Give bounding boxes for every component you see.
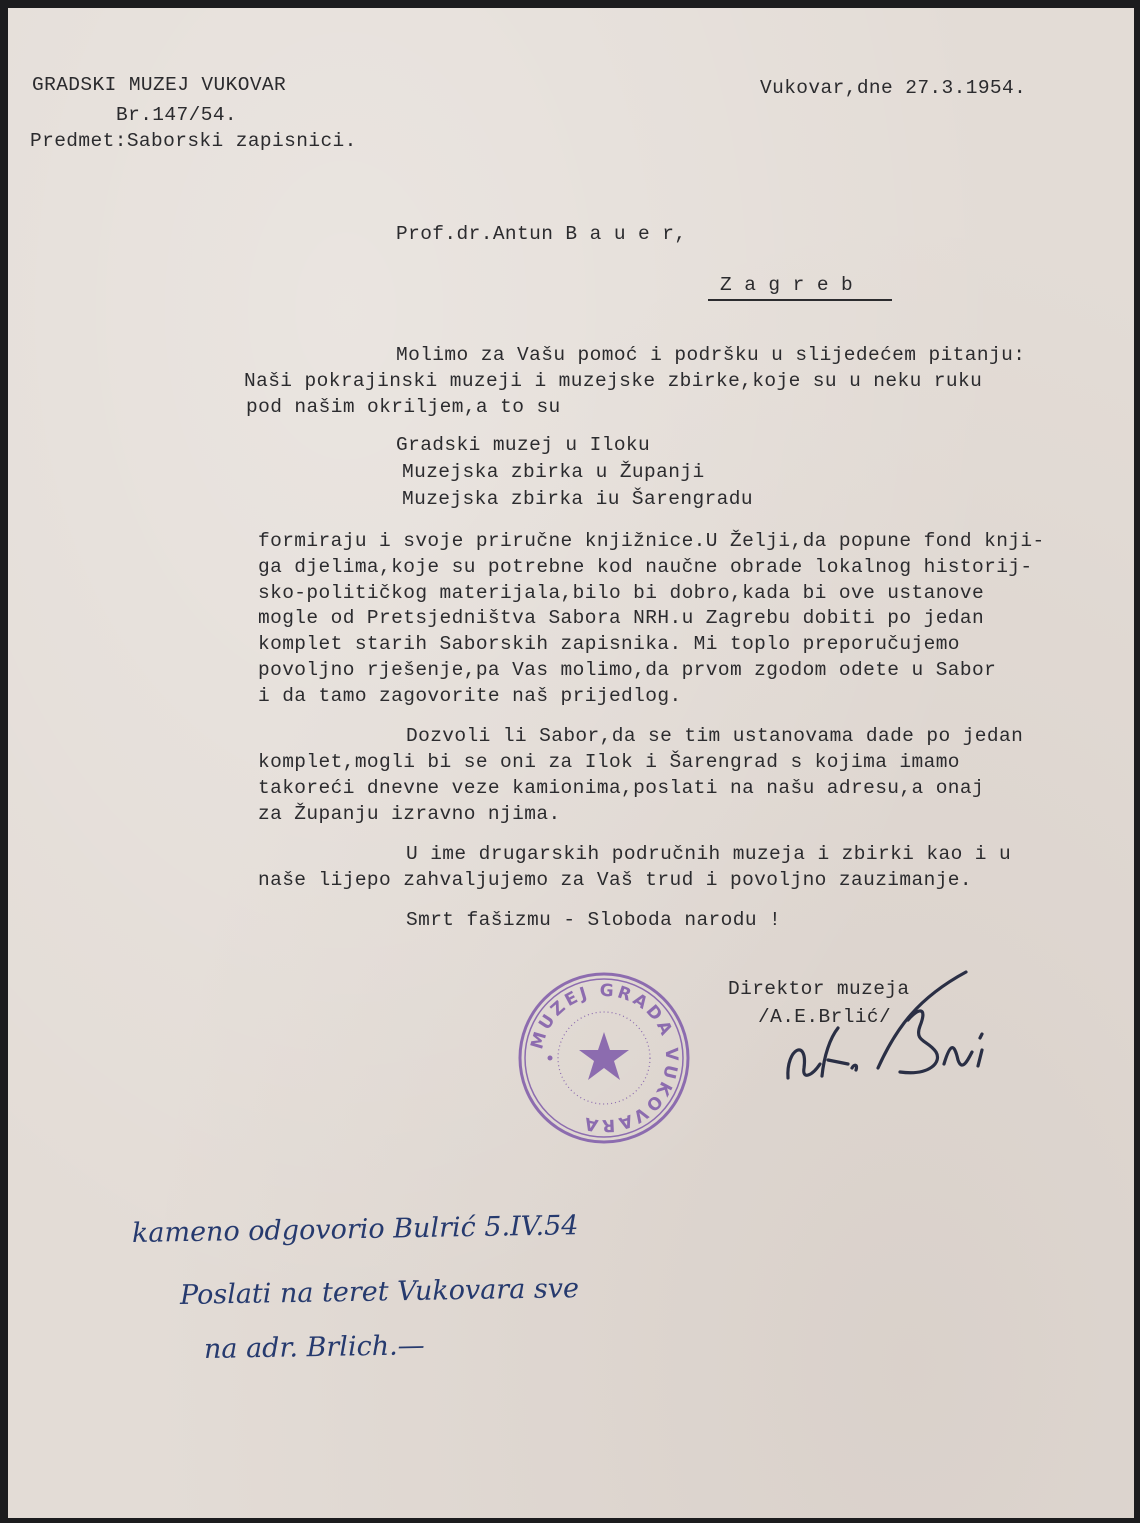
body-line: U ime drugarskih područnih muzeja i zbirki kao i u	[406, 843, 1012, 865]
body-line: povoljno rješenje,pa Vas molimo,da prvom zgodom odete u Sabor	[258, 659, 997, 681]
signatory-title: Direktor muzeja	[728, 978, 910, 1000]
list-item: Muzejska zbirka iu Šarengradu	[402, 488, 753, 510]
city-underline	[708, 299, 892, 301]
list-item: Gradski muzej u Iloku	[396, 434, 651, 456]
body-line: Dozvoli li Sabor,da se tim ustanovama dade po jedan	[406, 725, 1024, 747]
closing-salutation: Smrt fašizmu - Sloboda narodu !	[406, 909, 782, 931]
body-line: formiraju i svoje priručne knjižnice.U Želji,da popune fond knji-	[258, 530, 1045, 552]
letter-page	[8, 8, 1134, 1518]
dateline: Vukovar,dne 27.3.1954.	[760, 77, 1027, 99]
body-line: Naši pokrajinski muzeji i muzejske zbirke,koje su u neku ruku	[244, 370, 983, 392]
subject-line: Predmet:Saborski zapisnici.	[30, 130, 357, 152]
recipient-name: Prof.dr.Antun B a u e r,	[396, 223, 687, 245]
reference-number: Br.147/54.	[116, 104, 238, 126]
stamp-text: MUZEJ GRADA VUKOVARA	[527, 980, 682, 1136]
body-line: komplet,mogli bi se oni za Ilok i Šarengrad s kojima imamo	[258, 751, 960, 773]
signatory-name: /A.E.Brlić/	[758, 1006, 892, 1028]
recipient-city: Z a g r e b	[720, 274, 854, 296]
museum-stamp	[516, 970, 692, 1146]
handwritten-line: na adr. Brlich.—	[203, 1330, 425, 1365]
body-line: ga djelima,koje su potrebne kod naučne obrade lokalnog historij-	[258, 556, 1033, 578]
handwritten-line: Poslati na teret Vukovara sve	[179, 1273, 580, 1311]
body-line: sko-političkog materijala,bilo bi dobro,kada bi ove ustanove	[258, 582, 985, 604]
star-icon	[579, 1032, 629, 1080]
body-line: takoreći dnevne veze kamionima,poslati na našu adresu,a onaj	[258, 777, 985, 799]
handwritten-line: kameno odgovorio Bulrić 5.IV.54	[131, 1210, 579, 1249]
body-line: za Županju izravno njima.	[258, 803, 561, 825]
body-line: i da tamo zagovorite naš prijedlog.	[258, 685, 682, 707]
list-item: Muzejska zbirka u Županji	[402, 461, 705, 483]
body-line: komplet starih Saborskih zapisnika. Mi toplo preporučujemo	[258, 633, 960, 655]
body-line: mogle od Pretsjedništva Sabora NRH.u Zagrebu dobiti po jedan	[258, 607, 985, 629]
institution-name: GRADSKI MUZEJ VUKOVAR	[32, 74, 287, 96]
body-line: Molimo za Vašu pomoć i podršku u slijedećem pitanju:	[396, 344, 1026, 366]
body-line: naše lijepo zahvaljujemo za Vaš trud i povoljno zauzimanje.	[258, 869, 973, 891]
handwritten-signature	[768, 968, 1018, 1098]
body-line: pod našim okriljem,a to su	[246, 396, 561, 418]
